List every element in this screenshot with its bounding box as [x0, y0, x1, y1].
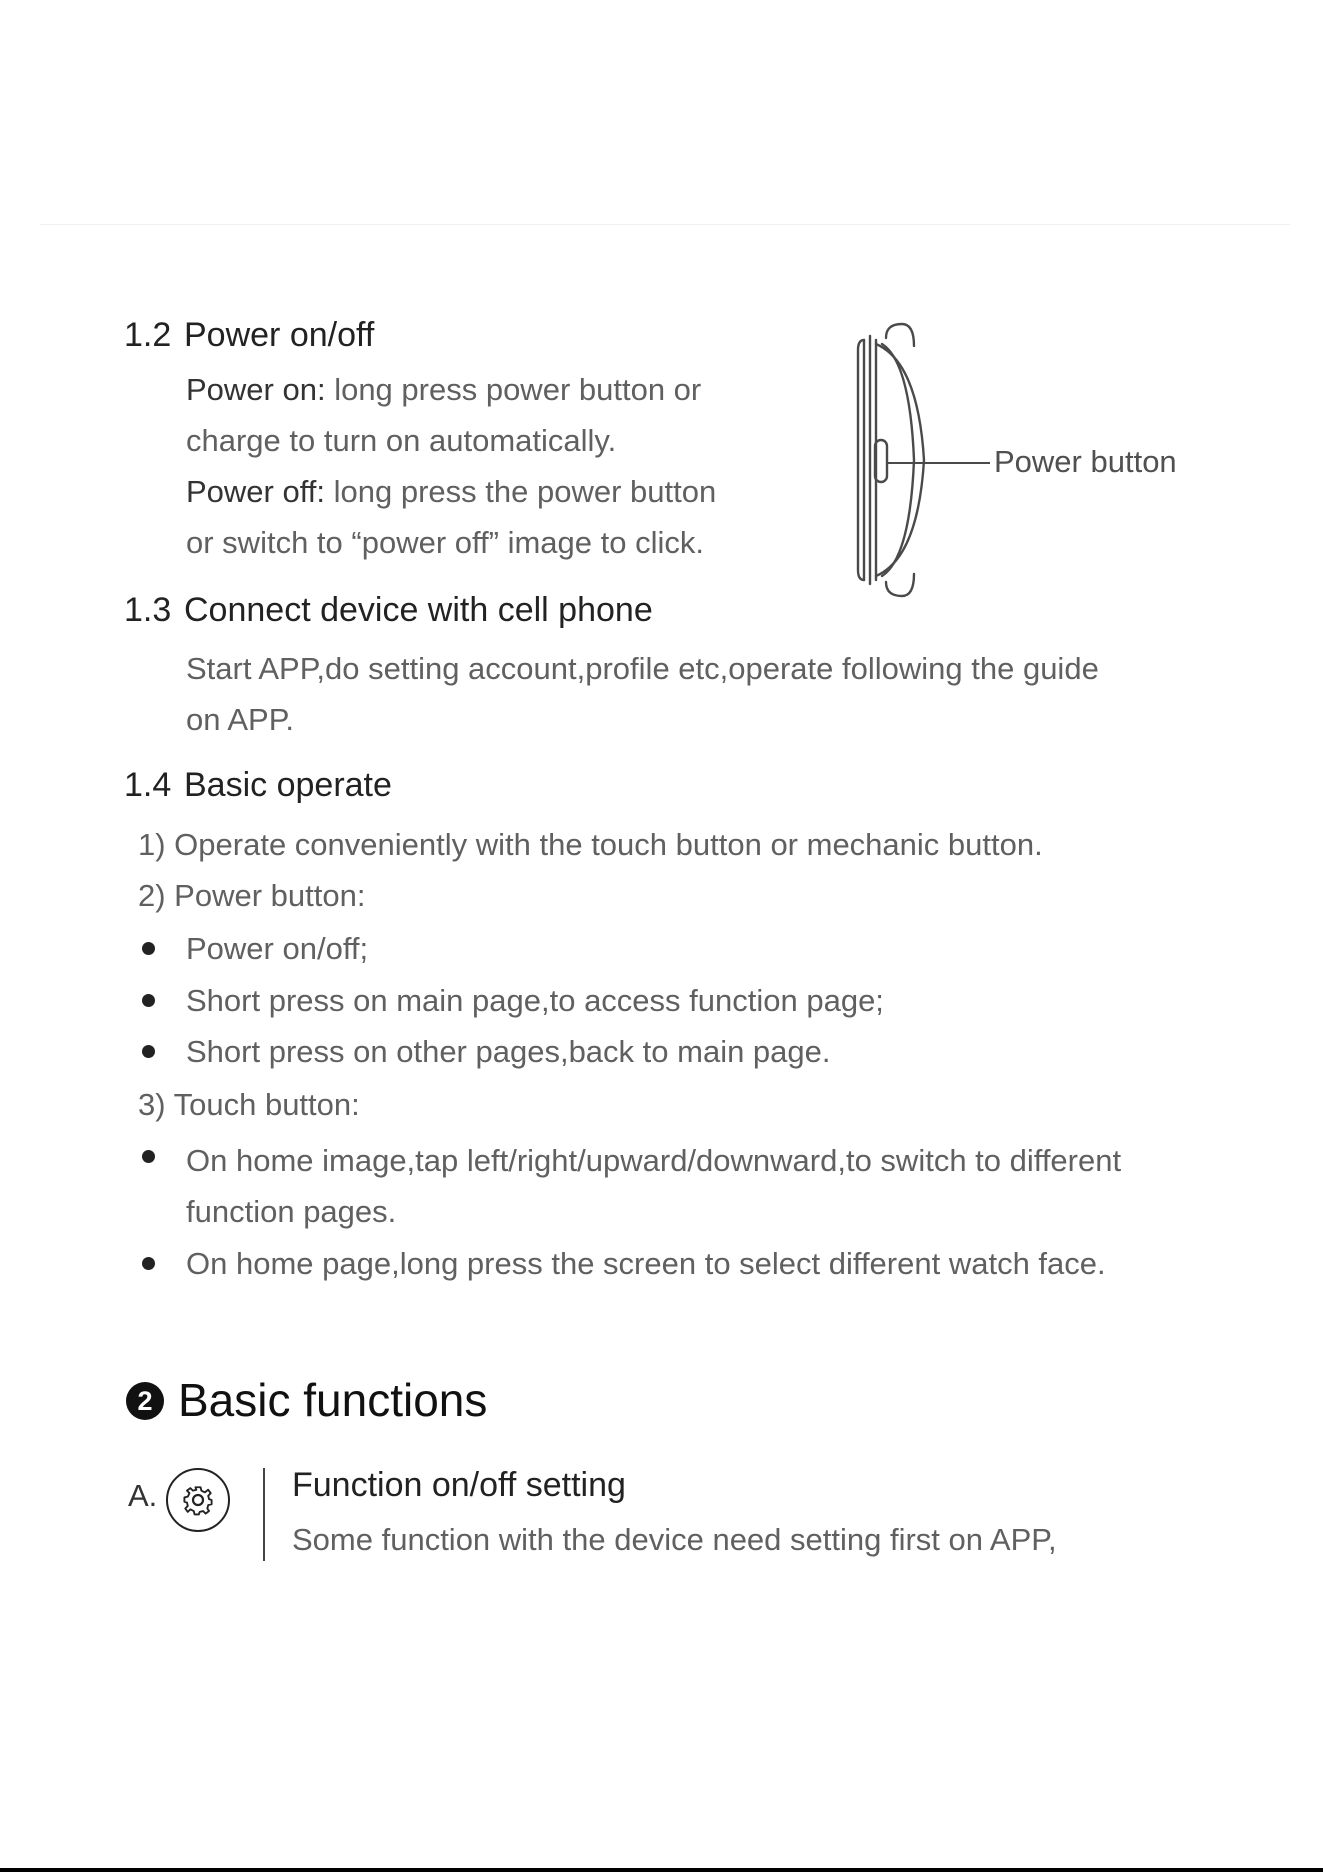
function-item-title: Function on/off setting [292, 1466, 626, 1504]
bullet-item-tap-line-2: function pages. [186, 1194, 397, 1229]
bullet-dot [142, 1150, 155, 1163]
power-off-line-2: or switch to “power off” image to click. [186, 525, 704, 560]
section-number: 1.3 [124, 591, 172, 629]
bullet-item-long-press: On home page,long press the screen to select different watch face. [186, 1246, 1106, 1281]
gear-icon [166, 1468, 230, 1532]
power-on-line-1 [186, 372, 701, 408]
list-item-1: 1) Operate conveniently with the touch button or mechanic button. [138, 827, 1043, 862]
section-1-2-heading [124, 316, 374, 355]
section-number: 1.2 [124, 316, 172, 354]
bullet-item-short-press-other: Short press on other pages,back to main page. [186, 1034, 831, 1069]
list-item-2: 2) Power button: [138, 878, 366, 913]
bullet-dot [142, 1257, 155, 1270]
header-divider [40, 224, 1290, 225]
bullet-item-power-onoff: Power on/off; [186, 931, 369, 966]
power-off-text: long press the power button [325, 474, 717, 509]
section-2-title: Basic functions [178, 1374, 488, 1426]
list-item-3: 3) Touch button: [138, 1087, 360, 1122]
function-item-divider [263, 1468, 265, 1561]
section-number: 1.4 [124, 766, 172, 804]
section-2-number-badge: 2 [126, 1382, 164, 1420]
bullet-item-tap-line-1: On home image,tap left/right/upward/downward,to switch to different [186, 1143, 1122, 1178]
section-1-3-heading [124, 591, 653, 630]
bullet-dot [142, 994, 155, 1007]
section-title: Connect device with cell phone [184, 591, 653, 629]
power-off-label: Power off: [186, 474, 326, 509]
power-on-line-2: charge to turn on automatically. [186, 423, 617, 458]
function-item-text: Some function with the device need setting first on APP, [292, 1522, 1057, 1557]
section-title: Basic operate [184, 766, 392, 804]
watch-side-diagram [850, 318, 990, 602]
power-button-label: Power button [994, 444, 1177, 479]
power-on-text: long press power button or [325, 372, 702, 407]
bullet-dot [142, 942, 155, 955]
function-item-letter: A. [128, 1478, 158, 1513]
power-on-label: Power on: [186, 372, 326, 407]
section-title: Power on/off [184, 316, 375, 354]
bottom-edge-bar [0, 1868, 1323, 1872]
bullet-item-short-press-main: Short press on main page,to access function page; [186, 983, 884, 1018]
connect-line-1: Start APP,do setting account,profile etc,operate following the guide [186, 651, 1099, 686]
power-button-leader-line [886, 462, 990, 464]
connect-line-2: on APP. [186, 702, 295, 737]
section-1-4-heading [124, 766, 392, 805]
bullet-dot [142, 1045, 155, 1058]
power-off-line-1 [186, 474, 716, 510]
